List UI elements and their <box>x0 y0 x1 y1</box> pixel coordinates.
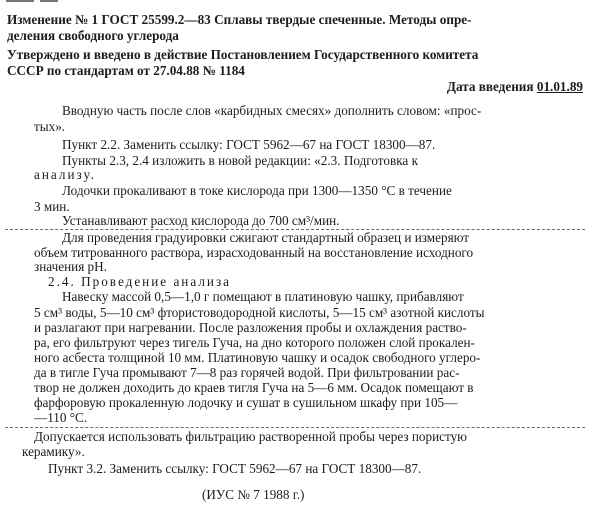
body-line: Устанавливают расход кислорода до 700 см³/мин. <box>62 213 340 228</box>
footer-reference: (ИУС № 7 1988 г.) <box>202 487 305 502</box>
body-line: Пункты 2.3, 2.4 изложить в новой редакции: «2.3. Подготовка к <box>62 153 418 168</box>
effective-date-label: Дата введения <box>446 79 534 94</box>
body-line: 5 см³ воды, 5—10 см³ фтористоводородной кислоты, 5—15 см³ азотной кислоты <box>34 305 485 320</box>
body-line: Лодочки прокаливают в токе кислорода при 1300—1350 °С в течение <box>62 183 452 198</box>
body-line: Пункт 2.2. Заменить ссылку: ГОСТ 5962—67 на ГОСТ 18300—87. <box>62 137 436 152</box>
body-line: 3 мин. <box>34 199 70 214</box>
body-line: Допускается использовать фильтрацию растворенной пробы через пористую <box>34 429 468 444</box>
section-heading: 2.4. Проведение анализа <box>48 274 232 289</box>
body-line: и разлагают при нагревании. После разложения пробы и охлаждения раство- <box>34 320 467 335</box>
approval-line-2: СССР по стандартам от 27.04.88 № 1184 <box>7 63 245 78</box>
body-line: да в тигле Гуча промывают 7—8 раз горячей водой. При фильтровании рас- <box>34 365 460 380</box>
body-line: тых». <box>34 119 66 134</box>
body-line: анализу. <box>34 167 97 182</box>
body-line: ра, его фильтруют через тигель Гуча, на дно которого положен слой прокален- <box>34 335 475 350</box>
effective-date-value: 01.01.89 <box>536 79 583 94</box>
body-line: твор не должен доходить до краев тигля Гуча на 5—6 мм. Осадок помещают в <box>34 380 474 395</box>
body-line: Пункт 3.2. Заменить ссылку: ГОСТ 5962—67 на ГОСТ 18300—87. <box>48 461 422 476</box>
body-line: Вводную часть после слов «карбидных смесях» дополнить словом: «прос- <box>62 103 482 118</box>
effective-date <box>300 79 583 95</box>
body-line: ного асбеста толщиной 10 мм. Платиновую чашку и осадок свободного углеро- <box>34 350 481 365</box>
body-line: Навеску массой 0,5—1,0 г помещают в платиновую чашку, прибавляют <box>62 289 464 304</box>
approval-line-1: Утверждено и введено в действие Постановлением Государственного комитета <box>7 47 479 62</box>
divider-line <box>5 427 585 428</box>
body-line: керамику». <box>22 444 85 459</box>
body-line: объем титрованного раствора, израсходованный на восстановление исходного <box>34 245 474 260</box>
body-line: значения рН. <box>34 259 107 274</box>
scan-mark <box>6 0 34 2</box>
scan-mark <box>40 0 58 2</box>
title-line-2: деления свободного углерода <box>7 28 179 43</box>
title-line-1: Изменение № 1 ГОСТ 25599.2—83 Сплавы твердые спеченные. Методы опре- <box>7 12 472 27</box>
body-line: —110 °С. <box>34 410 88 425</box>
body-line: фарфоровую прокаленную лодочку и сушат в сушильном шкафу при 105— <box>34 395 458 410</box>
body-line: Для проведения градуировки сжигают стандартный образец и измеряют <box>62 230 470 245</box>
